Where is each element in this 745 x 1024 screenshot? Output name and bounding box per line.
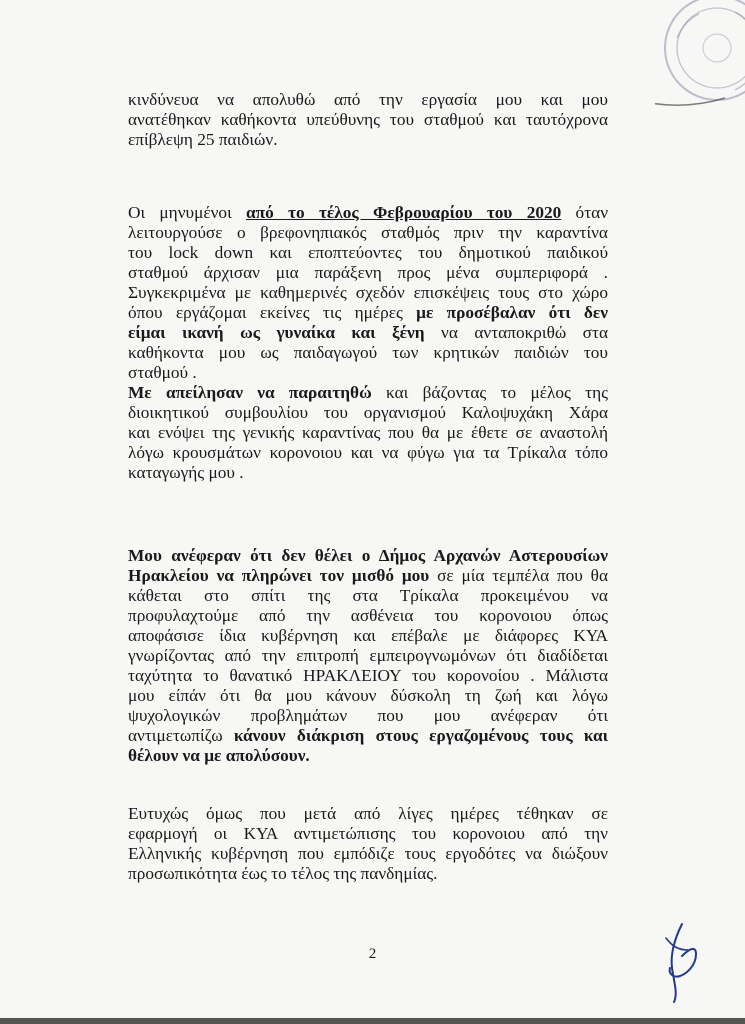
text-segment: αντιμετωπίζω xyxy=(128,726,234,745)
text-segment: μου είπάν ότι θα μου κάνουν δύσκολη τη ζωή και λόγω xyxy=(128,686,608,705)
text-segment: καθήκοντα μου ως παιδαγωγού των κρητικών παιδιών του xyxy=(128,343,608,362)
paragraph-3 xyxy=(128,546,608,766)
text-segment: Ηρακλείου να πληρώνει τον μισθό μου xyxy=(128,566,430,585)
text-segment: ταχύτητα το θανατικό ΗΡΑΚΛΕΙΟΥ του κορονοίου . Μάλιστα xyxy=(128,666,608,685)
paragraph-4 xyxy=(128,804,608,884)
text-line xyxy=(128,726,608,746)
text-line xyxy=(128,110,608,130)
text-segment: θέλουν να με απολύσουν. xyxy=(128,746,310,765)
text-segment: κάνουν διάκριση στους εργαζομένους τους και xyxy=(233,726,608,745)
text-segment: εφαρμογή οι ΚΥΑ αντιμετώπισης του κορονοιου από την xyxy=(128,824,608,843)
text-line xyxy=(128,203,608,223)
text-segment: όταν xyxy=(561,203,609,222)
text-line xyxy=(128,586,608,606)
text-segment: Μου ανέφεραν ότι δεν θέλει ο Δήμος Αρχανών Αστερουσίων xyxy=(128,546,608,565)
text-segment: ανατέθηκαν καθήκοντα υπεύθυνης του σταθμού και ταυτόχρονα xyxy=(128,110,608,129)
text-line xyxy=(128,706,608,726)
text-segment: σε μία τεμπέλα που θα xyxy=(429,566,608,585)
text-segment: διοικητικού συμβουλίου του οργανισμού Καλοψυχάκη Χάρα xyxy=(128,403,608,422)
text-line xyxy=(128,363,608,383)
text-line xyxy=(128,383,608,403)
text-line xyxy=(128,824,608,844)
text-line xyxy=(128,606,608,626)
text-segment: με προσέβαλαν ότι δεν xyxy=(416,303,608,322)
text-segment: Ελληνικής κυβέρνηση που εμπόδιζε τους εργοδότες να διώξουν xyxy=(128,844,608,863)
text-line xyxy=(128,303,608,323)
page-number: 2 xyxy=(368,946,377,962)
text-line xyxy=(128,463,608,483)
text-line xyxy=(128,283,608,303)
text-segment: Συγκεκριμένα με καθημερινές σχεδόν επισκέψεις τους στο χώρο xyxy=(128,283,608,302)
text-segment: γνωρίζοντας από την επιτροπή εμπειρογνωμόνων ότι διαδίδεται xyxy=(128,646,608,665)
text-segment: λόγω κρουσμάτων κορονοιου και να φύγω για τα Τρίκαλα τόπο xyxy=(128,443,608,462)
text-line xyxy=(128,804,608,824)
official-stamp-icon xyxy=(655,0,745,130)
text-line xyxy=(128,223,608,243)
text-segment: σταθμού . xyxy=(128,363,197,382)
text-line xyxy=(128,666,608,686)
signature-icon xyxy=(652,916,712,1006)
text-line xyxy=(128,443,608,463)
text-segment: Ευτυχώς όμως που μετά από λίγες ημέρες τέθηκαν σε xyxy=(128,804,608,823)
text-segment: ψυχολογικών προβλημάτων που μου ανέφεραν ότι xyxy=(128,706,608,725)
text-line xyxy=(128,130,608,150)
text-segment: επίβλεψη 25 παιδιών. xyxy=(128,130,278,149)
text-line xyxy=(128,323,608,343)
text-line xyxy=(128,546,608,566)
text-line xyxy=(128,844,608,864)
text-line xyxy=(128,263,608,283)
text-line xyxy=(128,626,608,646)
text-segment: να ανταποκριθώ στα xyxy=(424,323,608,342)
text-line xyxy=(128,566,608,586)
text-line xyxy=(128,243,608,263)
text-segment: καταγωγής μου . xyxy=(128,463,244,482)
text-line xyxy=(128,403,608,423)
paragraph-1 xyxy=(128,90,608,150)
text-line xyxy=(128,343,608,363)
text-segment: και βάζοντας το μέλος της xyxy=(371,383,608,402)
text-segment: Οι μηνυμένοι xyxy=(128,203,247,222)
text-segment: από το τέλος Φεβρουαρίου του 2020 xyxy=(246,203,562,222)
paragraph-2 xyxy=(128,203,608,483)
text-segment: προσωπικότητα έως το τέλος της πανδημίας. xyxy=(128,864,438,883)
text-line xyxy=(128,646,608,666)
text-segment: Με απείλησαν να παραιτηθώ xyxy=(128,383,372,402)
text-line xyxy=(128,686,608,706)
text-segment: αποφάσισε ίδια κυβέρνηση και επέβαλε με διάφορες ΚΥΑ xyxy=(128,626,608,645)
text-line xyxy=(128,746,608,766)
text-segment: προφυλαχτούμε από την ασθένεια του κορονοιου όπως xyxy=(128,606,608,625)
text-line xyxy=(128,423,608,443)
text-line xyxy=(128,864,608,884)
text-segment: κάθεται στο σπίτι της στα Τρίκαλα προκειμένου να xyxy=(128,586,608,605)
text-line xyxy=(128,90,608,110)
text-segment: σταθμού άρχισαν μια παράξενη προς μένα συμπεριφορά . xyxy=(128,263,608,282)
text-segment: όπου εργάζομαι εκείνες τις ημέρες xyxy=(128,303,417,322)
scan-edge xyxy=(0,1018,745,1024)
text-segment: κινδύνευα να απολυθώ από την εργασία μου και μου xyxy=(128,90,608,109)
text-segment: και ενόψει της γενικής καραντίνας που θα με έθετε σε αναστολή xyxy=(128,423,608,442)
text-segment: είμαι ικανή ως γυναίκα και ξένη xyxy=(128,323,425,342)
text-segment: λειτουργούσε ο βρεφονηπιακός σταθμός πριν την καραντίνα xyxy=(128,223,608,242)
text-segment: του lock down και εποπτεύοντες του δημοτικού παιδικού xyxy=(128,243,608,262)
